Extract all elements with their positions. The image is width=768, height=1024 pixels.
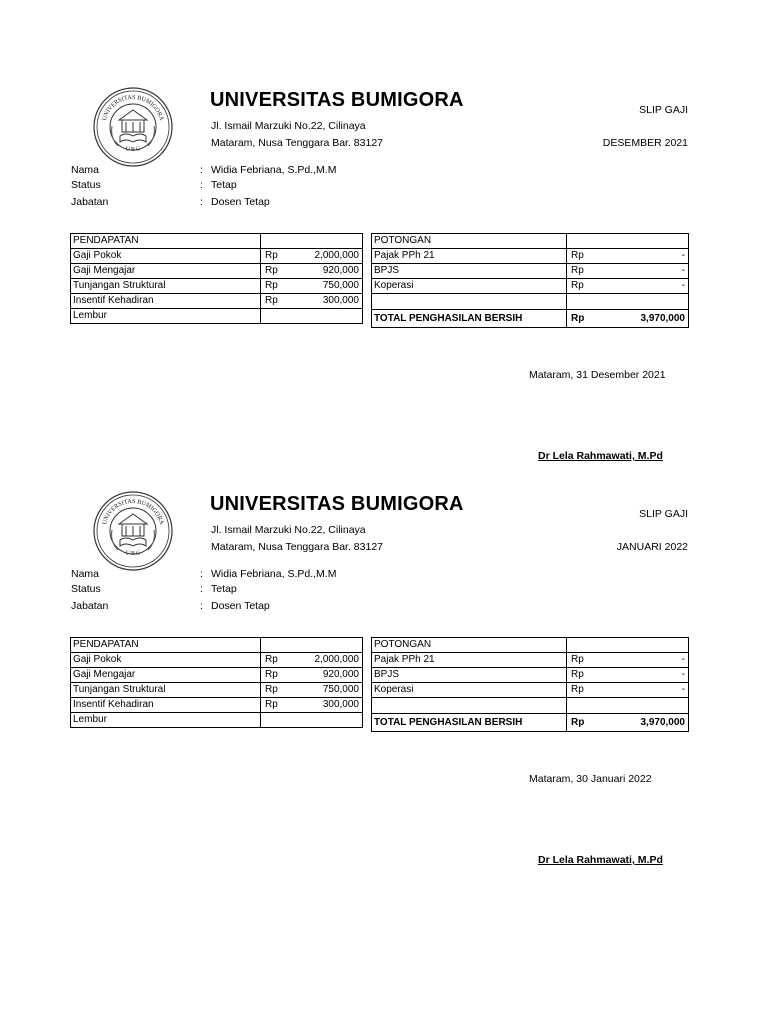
- income-label: Insentif Kehadiran: [71, 698, 261, 713]
- amount: 750,000: [322, 280, 359, 291]
- amount: -: [681, 265, 685, 276]
- signer-name: Dr Lela Rahmawati, M.Pd: [538, 854, 663, 866]
- amount: 920,000: [322, 669, 359, 680]
- amount: -: [681, 280, 685, 291]
- currency: Rp: [265, 280, 278, 291]
- table-row: [372, 249, 689, 264]
- seal-arc-text: UNIVERSITAS BUMIGORA: [100, 497, 166, 526]
- total-amount: 3,970,000: [640, 717, 685, 728]
- slip-period: DESEMBER 2021: [602, 137, 688, 149]
- slip-period: JANUARI 2022: [616, 541, 688, 553]
- table-row: [71, 234, 363, 249]
- currency: Rp: [571, 250, 584, 261]
- total-row: [372, 310, 689, 328]
- deduction-label: BPJS: [372, 264, 567, 279]
- table-row: [372, 279, 689, 294]
- salary-slip-december: [0, 80, 768, 480]
- deduction-label: Pajak PPh 21: [372, 249, 567, 264]
- status-value: Tetap: [211, 179, 237, 191]
- table-row: [372, 653, 689, 668]
- currency: Rp: [265, 699, 278, 710]
- table-row: [372, 698, 689, 714]
- position-value: Dosen Tetap: [211, 196, 270, 208]
- currency: Rp: [265, 265, 278, 276]
- total-row: [372, 714, 689, 732]
- amount: 2,000,000: [314, 654, 359, 665]
- name-value: Widia Febriana, S.Pd.,M.M: [211, 164, 337, 176]
- deduction-header: POTONGAN: [372, 234, 567, 249]
- deduction-label: Koperasi: [372, 683, 567, 698]
- status-colon: :: [200, 179, 203, 191]
- slip-title: SLIP GAJI: [639, 508, 688, 520]
- table-row: [71, 638, 363, 653]
- deduction-table: [371, 233, 689, 328]
- total-label: TOTAL PENGHASILAN BERSIH: [372, 714, 567, 732]
- income-label: Insentif Kehadiran: [71, 294, 261, 309]
- name-value: Widia Febriana, S.Pd.,M.M: [211, 568, 337, 580]
- table-row: [372, 683, 689, 698]
- seal-bottom-text: U B G: [124, 146, 142, 154]
- university-seal-icon: [92, 86, 174, 168]
- position-colon: :: [200, 600, 203, 612]
- currency: Rp: [265, 684, 278, 695]
- table-row: [71, 668, 363, 683]
- table-row: [372, 294, 689, 310]
- amount: -: [681, 654, 685, 665]
- table-row: [71, 294, 363, 309]
- amount: 2,000,000: [314, 250, 359, 261]
- table-row: [372, 638, 689, 653]
- seal-bottom-text: U B G: [124, 550, 142, 558]
- currency: Rp: [265, 250, 278, 261]
- currency: Rp: [265, 669, 278, 680]
- address-line-1: Jl. Ismail Marzuki No.22, Cilinaya: [211, 524, 366, 536]
- status-label: Status: [71, 583, 101, 595]
- position-label: Jabatan: [71, 196, 109, 208]
- deduction-header: POTONGAN: [372, 638, 567, 653]
- income-table: [70, 233, 363, 324]
- university-name: UNIVERSITAS BUMIGORA: [210, 89, 464, 111]
- deduction-label: Koperasi: [372, 279, 567, 294]
- name-label: Nama: [71, 568, 100, 580]
- currency: Rp: [265, 654, 278, 665]
- income-label: Lembur: [71, 309, 261, 324]
- amount: -: [681, 250, 685, 261]
- name-colon: :: [200, 164, 203, 176]
- table-row: [71, 698, 363, 713]
- status-value: Tetap: [211, 583, 237, 595]
- amount: 750,000: [322, 684, 359, 695]
- total-currency: Rp: [571, 717, 585, 728]
- currency: Rp: [571, 280, 584, 291]
- position-value: Dosen Tetap: [211, 600, 270, 612]
- income-label: Tunjangan Struktural: [71, 279, 261, 294]
- income-label: Gaji Mengajar: [71, 264, 261, 279]
- amount: -: [681, 669, 685, 680]
- status-label: Status: [71, 179, 101, 191]
- income-label: Gaji Mengajar: [71, 668, 261, 683]
- salary-slip-january: [0, 484, 768, 884]
- seal-arc-text: UNIVERSITAS BUMIGORA: [100, 93, 166, 122]
- total-currency: Rp: [571, 313, 585, 324]
- address-line-2: Mataram, Nusa Tenggara Bar. 83127: [211, 137, 383, 149]
- table-row: [71, 683, 363, 698]
- amount: 300,000: [322, 699, 359, 710]
- table-row: [372, 264, 689, 279]
- currency: Rp: [265, 295, 278, 306]
- address-line-1: Jl. Ismail Marzuki No.22, Cilinaya: [211, 120, 366, 132]
- income-header: PENDAPATAN: [71, 234, 261, 249]
- deduction-label: BPJS: [372, 668, 567, 683]
- position-label: Jabatan: [71, 600, 109, 612]
- status-colon: :: [200, 583, 203, 595]
- slip-title: SLIP GAJI: [639, 104, 688, 116]
- amount: 920,000: [322, 265, 359, 276]
- total-amount: 3,970,000: [640, 313, 685, 324]
- income-label: Lembur: [71, 713, 261, 728]
- table-row: [71, 249, 363, 264]
- signature-date: Mataram, 30 Januari 2022: [529, 773, 652, 785]
- address-line-2: Mataram, Nusa Tenggara Bar. 83127: [211, 541, 383, 553]
- amount: 300,000: [322, 295, 359, 306]
- deduction-table: [371, 637, 689, 732]
- currency: Rp: [571, 265, 584, 276]
- university-name: UNIVERSITAS BUMIGORA: [210, 493, 464, 515]
- currency: Rp: [571, 669, 584, 680]
- table-row: [372, 668, 689, 683]
- currency: Rp: [571, 654, 584, 665]
- total-label: TOTAL PENGHASILAN BERSIH: [372, 310, 567, 328]
- deduction-label: Pajak PPh 21: [372, 653, 567, 668]
- position-colon: :: [200, 196, 203, 208]
- amount: -: [681, 684, 685, 695]
- income-label: Gaji Pokok: [71, 249, 261, 264]
- university-seal-icon: [92, 490, 174, 572]
- income-header: PENDAPATAN: [71, 638, 261, 653]
- table-row: [71, 279, 363, 294]
- table-row: [71, 713, 363, 728]
- income-table: [70, 637, 363, 728]
- table-row: [71, 309, 363, 324]
- table-row: [372, 234, 689, 249]
- income-label: Gaji Pokok: [71, 653, 261, 668]
- signature-date: Mataram, 31 Desember 2021: [529, 369, 666, 381]
- name-colon: :: [200, 568, 203, 580]
- table-row: [71, 264, 363, 279]
- signer-name: Dr Lela Rahmawati, M.Pd: [538, 450, 663, 462]
- table-row: [71, 653, 363, 668]
- name-label: Nama: [71, 164, 100, 176]
- income-label: Tunjangan Struktural: [71, 683, 261, 698]
- currency: Rp: [571, 684, 584, 695]
